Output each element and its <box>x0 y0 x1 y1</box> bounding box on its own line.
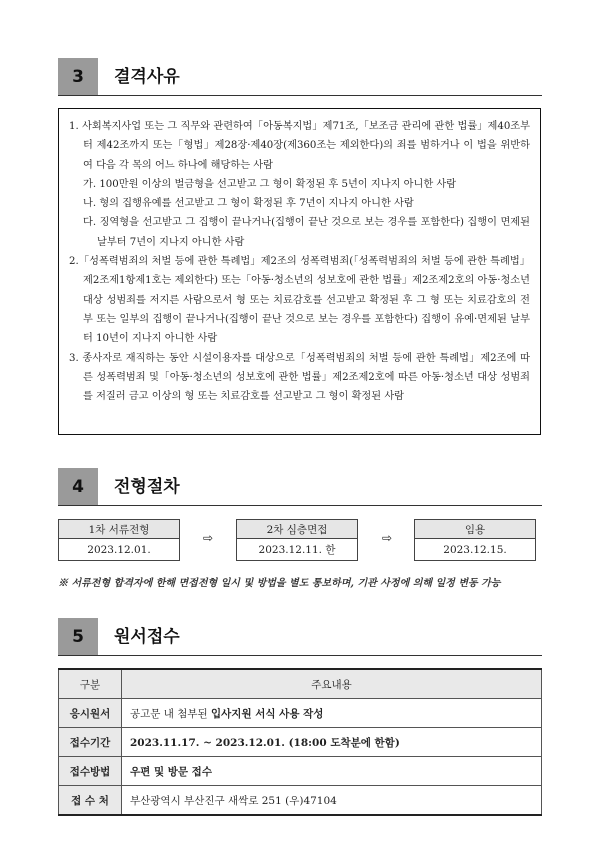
table-row <box>59 757 542 786</box>
row-value-text: 공고문 내 첨부된 <box>130 707 212 720</box>
row-key: 접수기간 <box>59 728 122 757</box>
step-appointment <box>414 519 536 563</box>
row-value <box>122 728 542 757</box>
reason-subitem-na: 나. 형의 집행유예를 선고받고 그 형이 확정된 후 7년이 지나지 아니한 사람 <box>83 198 414 210</box>
application-table <box>58 668 542 816</box>
section-divider <box>58 505 542 506</box>
reason-subitem-ga: 가. 100만원 이상의 벌금형을 선고받고 그 형이 확정된 후 5년이 지나지 아니한 사람 <box>83 178 457 190</box>
row-value-bold: 2023.11.17. ~ 2023.12.01. (18:00 도착분에 한함) <box>130 736 400 749</box>
step-label: 1차 서류전형 <box>58 519 180 539</box>
table-row <box>59 699 542 728</box>
row-value-text: 부산광역시 부산진구 새싹로 251 (우)47104 <box>130 794 337 807</box>
schedule-note: ※ 서류전형 합격자에 한해 면접전형 일시 및 방법을 별도 통보하며, 기관 사정에 의해 일정 변동 가능 <box>58 578 501 589</box>
row-key: 응시원서 <box>59 699 122 728</box>
header-details: 주요내용 <box>122 669 542 699</box>
table-row <box>59 786 542 816</box>
section-divider <box>58 655 542 656</box>
step-date: 2023.12.15. <box>414 539 536 561</box>
section-5-header <box>58 618 538 656</box>
table-row <box>59 728 542 757</box>
reason-subitem-da: 다. 징역형을 선고받고 그 집행이 끝나거나(집행이 끝난 것으로 보는 경우를 포함한다) 집행이 면제된 날부터 7년이 지나지 아니한 사람 <box>83 217 530 248</box>
reason-item-2: 2.「성폭력범죄의 처벌 등에 관한 특례법」제2조의 성폭력범죄(「성폭력범죄의 처벌 등에 관한 특례법」제2조제1항제1호는 제외한다) 또는「아동·청소년의 성보호에 관한 법률」제2조제2호의 아동·청소년대상 성범죄를 저지른 사람으로서 형 또는 치료감호를 선고받고 확정된 후 그 형 또는 치료감호의 전부 또는 일부의 집행이 끝나거나(집행이 끝난 것으로 보는 경우를 포함한다) 집행이 유예·면제된 날부터 10년이 지나지 아니한 사람 <box>69 256 530 345</box>
section-divider <box>58 95 542 96</box>
reason-item-1: 1. 사회복지사업 또는 그 직무와 관련하여「아동복지법」제71조,「보조금 관리에 관한 법률」제40조부터 제42조까지 또는「형법」제28장·제40장(제360조는 제외한다)의 죄를 범하거나 이 법을 위반하여 다음 각 목의 어느 하나에 해당하는 사람 <box>69 121 530 171</box>
disqualification-box <box>58 108 541 435</box>
arrow-right-icon: ⇨ <box>382 531 393 545</box>
row-value-bold: 우편 및 방문 접수 <box>130 765 212 778</box>
section-title: 결격사유 <box>114 67 180 87</box>
step-date: 2023.12.11. 한 <box>236 539 358 561</box>
step-label: 임용 <box>414 519 536 539</box>
step-date: 2023.12.01. <box>58 539 180 561</box>
row-value <box>122 786 542 816</box>
row-value <box>122 757 542 786</box>
row-key: 접 수 처 <box>59 786 122 816</box>
header-category: 구분 <box>59 669 122 699</box>
section-4-header <box>58 468 538 506</box>
section-number: 4 <box>58 468 98 506</box>
section-number: 3 <box>58 58 98 96</box>
step-label: 2차 심층면접 <box>236 519 358 539</box>
section-title: 전형절차 <box>114 477 180 497</box>
table-header-row <box>59 669 542 699</box>
row-value-bold: 입사지원 서식 사용 작성 <box>211 707 324 720</box>
section-title: 원서접수 <box>114 627 180 647</box>
step-interview <box>236 519 358 563</box>
row-value <box>122 699 542 728</box>
step-document-screening <box>58 519 180 563</box>
row-key: 접수방법 <box>59 757 122 786</box>
reason-item-3: 3. 종사자로 재직하는 동안 시설이용자를 대상으로「성폭력범죄의 처벌 등에 관한 특례법」제2조에 따른 성폭력범죄 및「아동·청소년의 성보호에 관한 법률」제2조제2호에 따른 아동·청소년 대상 성범죄를 저질러 금고 이상의 형 또는 치료감호를 선고받고 그 형이 확정된 사람 <box>69 352 530 403</box>
arrow-right-icon: ⇨ <box>203 531 214 545</box>
section-3-header <box>58 58 538 96</box>
section-number: 5 <box>58 618 98 656</box>
